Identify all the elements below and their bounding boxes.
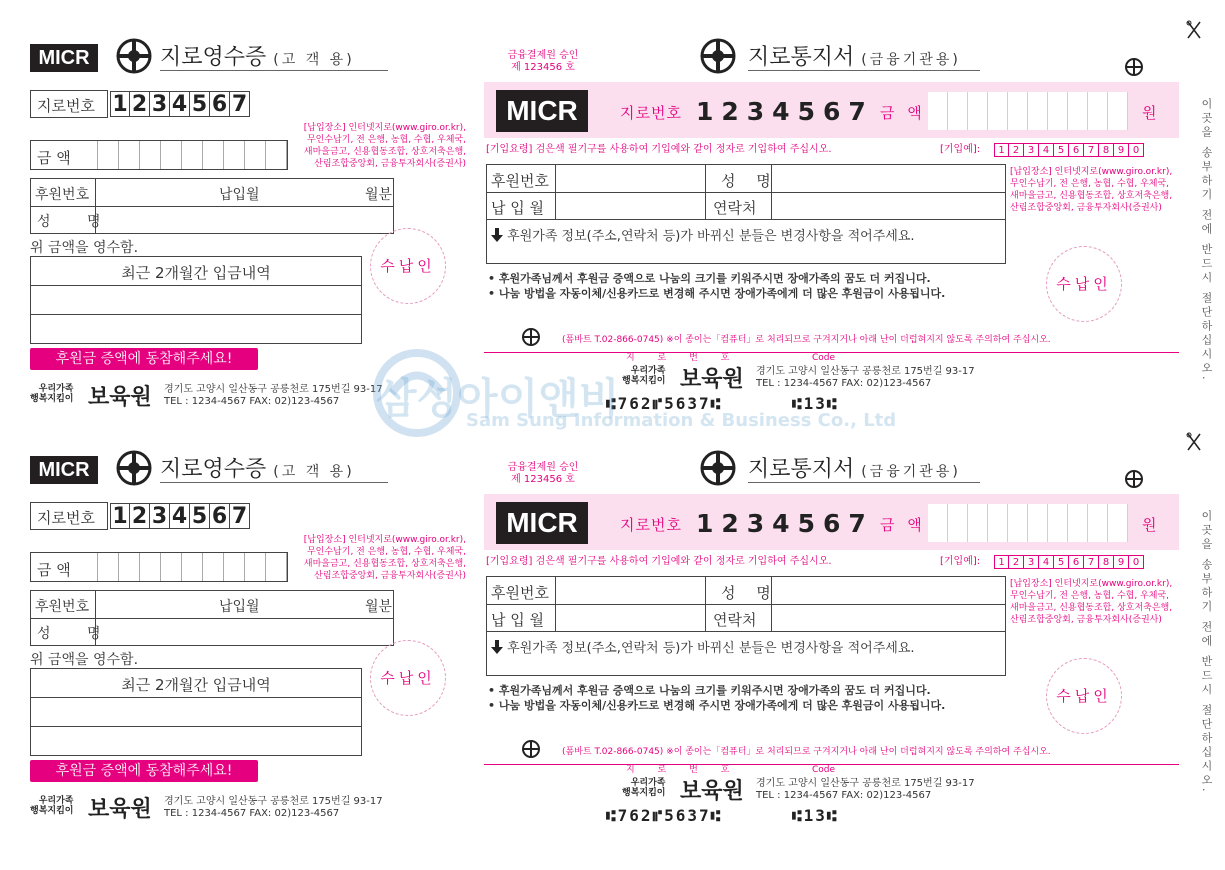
amount-box[interactable] (30, 140, 288, 170)
micr-line-giro: ⑆762⑈5637⑆ (606, 394, 723, 413)
emblem-logo-icon (116, 450, 152, 486)
registration-target-icon (522, 328, 540, 346)
example-digit: 4 (1039, 143, 1054, 157)
example-digit: 5 (1054, 555, 1069, 569)
amount-cell[interactable] (266, 141, 287, 169)
amount-cell[interactable] (224, 553, 245, 581)
receipt-stamp: 수납인 (370, 640, 446, 716)
code-caption: Code (812, 765, 836, 775)
notice-amount-cell[interactable] (1068, 504, 1088, 542)
receipt-title-text: 지로영수증 (160, 45, 267, 70)
example-digit: 5 (1054, 143, 1069, 157)
notice-amount-cell[interactable] (1008, 504, 1028, 542)
example-digit: 2 (1009, 555, 1024, 569)
emblem-logo-icon (116, 38, 152, 74)
emblem-logo-icon (700, 450, 736, 486)
amount-cell[interactable] (140, 141, 161, 169)
history-title: 최근 2개월간 입금내역 (121, 676, 271, 694)
amount-cell[interactable] (245, 141, 266, 169)
receipt-stamp: 수납인 (370, 228, 446, 304)
won-label: 원 (1142, 104, 1157, 122)
down-arrow-icon (491, 640, 503, 654)
amount-cell[interactable] (119, 553, 140, 581)
giro-digit: 1 (110, 503, 130, 529)
amount-label: 금 액 (37, 561, 71, 579)
example-digit: 3 (1024, 555, 1039, 569)
writing-guide: [기입요령] 검은색 필기구를 사용하여 기입예와 같이 정자로 기입하여 주십시오. (486, 144, 832, 155)
approval-number: 금융결제원 승인 제 123456 호 (507, 462, 579, 485)
month-unit-label: 월분 (365, 599, 393, 615)
name-label: 성 명 (37, 626, 117, 642)
org-tag-line2: 행복지킴이 (622, 376, 666, 386)
notice-contact-label: 연락처 (713, 611, 757, 629)
org-phone: TEL : 1234-4567 FAX: 02)123-4567 (756, 378, 932, 389)
watermark-korean: 삼성아이앤비 (376, 374, 620, 423)
giro-number (110, 503, 250, 529)
receipt-title-text: 지로영수증 (160, 457, 267, 482)
pay-month-label: 납입월 (219, 599, 260, 615)
notice-org-name: 보육원 (680, 779, 744, 804)
example-digit: 9 (1114, 555, 1129, 569)
watermark-logo-icon (372, 348, 462, 438)
giro-digit: 4 (170, 91, 190, 117)
org-address: 경기도 고양시 일산동구 공릉천로 175번길 93-17 (756, 778, 975, 789)
down-arrow-icon (491, 228, 503, 242)
pay-places: [납입장소] 인터넷지로(www.giro.or.kr), 무인수납기, 전 은행, 농협, 수협, 우체국, 새마을금고, 신용협동조합, 상호저축은행, 산림조합중앙회, 금융투자회사(증권사) (303, 535, 466, 581)
notice-giro-number: 1234567 (696, 97, 874, 126)
scissors-icon (1186, 20, 1202, 40)
amount-label: 금 액 (37, 149, 71, 167)
giro-label-box (30, 502, 108, 530)
org-phone: TEL : 1234-4567 FAX: 02)123-4567 (164, 808, 340, 819)
form-bottom (0, 412, 1225, 825)
org-name: 보육원 (88, 385, 152, 410)
org-address: 경기도 고양시 일산동구 공릉천로 175번길 93-17 (164, 384, 383, 395)
example-digit: 9 (1114, 143, 1129, 157)
org-tag (30, 384, 73, 404)
sponsor-info-box (30, 590, 394, 646)
won-label: 원 (1142, 516, 1157, 534)
giro-form-section (0, 412, 1225, 825)
amount-cell[interactable] (161, 141, 182, 169)
notice-amount-cell[interactable] (1088, 92, 1108, 130)
org-tag-line2: 행복지킴이 (30, 394, 74, 404)
note-1: • 후원가족님께서 후원금 증액으로 나눔의 크기를 키워주시면 장애가족의 꿈도 더 커집니다. (488, 272, 931, 285)
watermark-english: Sam Sung Information & Business Co., Ltd (466, 410, 897, 431)
example-digit: 8 (1099, 555, 1114, 569)
notice-sponsor-no-label: 후원번호 (491, 584, 549, 602)
name-label: 성 명 (37, 214, 117, 230)
amount-cell[interactable] (98, 141, 119, 169)
amount-cell[interactable] (203, 553, 224, 581)
notice-sponsor-box (486, 576, 1006, 676)
pay-month-label: 납입월 (219, 187, 260, 203)
notice-sponsor-box (486, 164, 1006, 264)
note-2: • 나눔 방법을 자동이체/신용카드로 변경해 주시면 장애가족에게 더 많은 후원금이 사용됩니다. (488, 287, 946, 300)
notice-pay-places: [납입장소] 인터넷지로(www.giro.or.kr), 무인수납기, 전 은행, 농협, 수협, 우체국, 새마을금고, 신용협동조합, 상호저축은행, 산림조합중앙회, 금융투자회사(증권사) (1010, 167, 1173, 213)
example-digits (994, 143, 1144, 157)
sponsor-no-label: 후원번호 (35, 599, 90, 615)
giro-digit: 3 (150, 503, 170, 529)
micr-line-code: ⑆13⑆ (792, 806, 839, 825)
registration-target-icon (522, 740, 540, 758)
registration-target-icon (1125, 58, 1143, 76)
micr-badge-large: MICR (496, 502, 588, 544)
org-tag-line2: 행복지킴이 (622, 788, 666, 798)
notice-pay-month-label: 납 입 월 (491, 199, 545, 217)
change-info-text: 후원가족 정보(주소,연락처 등)가 바뀌신 분들은 변경사항을 적어주세요. (507, 229, 915, 244)
amount-cell[interactable] (224, 141, 245, 169)
micr-line-code: ⑆13⑆ (792, 394, 839, 413)
org-phone: TEL : 1234-4567 FAX: 02)123-4567 (164, 396, 340, 407)
example-digit: 8 (1099, 143, 1114, 157)
giro-digit: 4 (170, 503, 190, 529)
giro-no-caption: 지 로 번 호 (626, 353, 740, 363)
receipt-subtitle: (고 객 용) (273, 52, 355, 68)
notice-amount-cell[interactable] (948, 504, 968, 542)
micr-badge: MICR (30, 44, 98, 72)
code-caption: Code (812, 353, 836, 363)
notice-amount-cell[interactable] (1048, 92, 1068, 130)
notice-amount-cell[interactable] (988, 504, 1008, 542)
notice-subtitle: (금융기관용) (861, 52, 961, 68)
receipt-subtitle: (고 객 용) (273, 464, 355, 480)
amount-cells[interactable] (77, 141, 287, 169)
org-address: 경기도 고양시 일산동구 공릉천로 175번길 93-17 (756, 366, 975, 377)
notice-amount-cell[interactable] (948, 92, 968, 130)
micr-badge: MICR (30, 456, 98, 484)
giro-digit: 1 (110, 91, 130, 117)
amount-cell[interactable] (119, 141, 140, 169)
notice-amount-cells[interactable] (928, 504, 1128, 542)
notice-amount-cells[interactable] (928, 92, 1128, 130)
amount-cell[interactable] (203, 141, 224, 169)
received-text: 위 금액을 영수함. (30, 652, 139, 668)
notice-org-contact (756, 778, 975, 802)
org-contact (164, 384, 383, 408)
giro-no-caption: 지 로 번 호 (626, 765, 740, 775)
notice-title (748, 452, 980, 483)
notice-pay-month-label: 납 입 월 (491, 611, 545, 629)
example-digit: 2 (1009, 143, 1024, 157)
amount-cell[interactable] (182, 141, 203, 169)
amount-cell[interactable] (161, 553, 182, 581)
notice-amount-cell[interactable] (988, 92, 1008, 130)
giro-digit: 3 (150, 91, 170, 117)
example-digit: 1 (994, 143, 1009, 157)
giro-digit: 2 (130, 503, 150, 529)
micr-badge-large: MICR (496, 90, 588, 132)
notice-amount-cell[interactable] (1028, 504, 1048, 542)
notice-title-text: 지로통지서 (748, 45, 855, 70)
giro-digit: 2 (130, 91, 150, 117)
example-digit: 6 (1069, 555, 1084, 569)
giro-label: 지로번호 (37, 509, 95, 527)
history-title: 최근 2개월간 입금내역 (121, 264, 271, 282)
notice-amount-cell[interactable] (1088, 504, 1108, 542)
org-contact (164, 796, 383, 820)
example-digit: 0 (1129, 555, 1144, 569)
notice-giro-label: 지로번호 (620, 104, 682, 122)
org-tag (30, 796, 73, 816)
org-phone: TEL : 1234-4567 FAX: 02)123-4567 (756, 790, 932, 801)
notice-org-name: 보육원 (680, 367, 744, 392)
example-label: [기입예]: (940, 144, 981, 155)
giro-label-box (30, 90, 108, 118)
giro-form-section (0, 0, 1225, 413)
notice-amount-cell[interactable] (1068, 92, 1088, 130)
notice-amount-cell[interactable] (1028, 92, 1048, 130)
notice-amount-label: 금 액 (880, 516, 926, 534)
emblem-logo-icon (700, 38, 736, 74)
example-digit: 0 (1129, 143, 1144, 157)
notice-title (748, 40, 980, 71)
notice-giro-number: 1234567 (696, 509, 874, 538)
micr-line-giro: ⑆762⑈5637⑆ (606, 806, 723, 825)
history-box (30, 668, 362, 756)
registration-target-icon (1125, 470, 1143, 488)
received-text: 위 금액을 영수함. (30, 240, 139, 256)
sponsor-no-label: 후원번호 (35, 187, 90, 203)
writing-guide: [기입요령] 검은색 필기구를 사용하여 기입예와 같이 정자로 기입하여 주십시오. (486, 556, 832, 567)
giro-label: 지로번호 (37, 97, 95, 115)
notice-amount-cell[interactable] (968, 92, 988, 130)
amount-cell[interactable] (266, 553, 287, 581)
notice-amount-cell[interactable] (968, 504, 988, 542)
history-box (30, 256, 362, 344)
org-tag-line2: 행복지킴이 (30, 806, 74, 816)
giro-digit: 7 (230, 91, 250, 117)
amount-cell[interactable] (182, 553, 203, 581)
note-1: • 후원가족님께서 후원금 증액으로 나눔의 크기를 키워주시면 장애가족의 꿈도 더 커집니다. (488, 684, 931, 697)
amount-box[interactable] (30, 552, 288, 582)
org-tag-line1: 우리가족 (630, 778, 666, 788)
donation-banner: 후원금 증액에 동참해주세요! (30, 348, 258, 370)
notice-amount-label: 금 액 (880, 104, 926, 122)
notice-sponsor-no-label: 후원번호 (491, 172, 549, 190)
change-info-line (491, 225, 915, 244)
change-info-line (491, 637, 915, 656)
scissors-icon (1186, 432, 1202, 452)
notice-subtitle: (금융기관용) (861, 464, 961, 480)
notice-stamp: 수납인 (1046, 658, 1122, 734)
amount-cell[interactable] (77, 553, 98, 581)
giro-digit: 5 (190, 91, 210, 117)
example-label: [기입예]: (940, 556, 981, 567)
notice-amount-cell[interactable] (928, 504, 948, 542)
notice-amount-cell[interactable] (1008, 92, 1028, 130)
org-address: 경기도 고양시 일산동구 공릉천로 175번길 93-17 (164, 796, 383, 807)
example-digits (994, 555, 1144, 569)
notice-giro-label: 지로번호 (620, 516, 682, 534)
amount-cells[interactable] (77, 553, 287, 581)
pay-places: [납입장소] 인터넷지로(www.giro.or.kr), 무인수납기, 전 은행, 농협, 수협, 우체국, 새마을금고, 신용협동조합, 상호저축은행, 산림조합중앙회, 금융투자회사(증권사) (303, 123, 466, 169)
org-name: 보육원 (88, 797, 152, 822)
form-top (0, 0, 1225, 413)
footer-notice: (폼바트 T.02-866-0745) ※이 종이는「컴퓨터」로 처리되므로 구겨지거나 아래 난이 더럽혀지지 않도록 주의하여 주십시오. (562, 335, 1051, 345)
giro-digit: 5 (190, 503, 210, 529)
org-tag-line1: 우리가족 (38, 796, 74, 806)
change-info-text: 후원가족 정보(주소,연락처 등)가 바뀌신 분들은 변경사항을 적어주세요. (507, 641, 915, 656)
cut-instruction: 이곳을 송부하기 전에 반드시 절단하십시오. (1200, 510, 1213, 795)
notice-name-label: 성 명 (721, 584, 779, 602)
example-digit: 7 (1084, 143, 1099, 157)
notice-amount-cell[interactable] (1108, 504, 1128, 542)
amount-cell[interactable] (140, 553, 161, 581)
notice-name-label: 성 명 (721, 172, 779, 190)
approval-number: 금융결제원 승인 제 123456 호 (507, 50, 579, 73)
giro-number (110, 91, 250, 117)
note-2: • 나눔 방법을 자동이체/신용카드로 변경해 주시면 장애가족에게 더 많은 후원금이 사용됩니다. (488, 699, 946, 712)
receipt-title (160, 452, 388, 483)
month-unit-label: 월분 (365, 187, 393, 203)
example-digit: 7 (1084, 555, 1099, 569)
footer-notice: (폼바트 T.02-866-0745) ※이 종이는「컴퓨터」로 처리되므로 구겨지거나 아래 난이 더럽혀지지 않도록 주의하여 주십시오. (562, 747, 1051, 757)
sponsor-info-box (30, 178, 394, 234)
receipt-title (160, 40, 388, 71)
example-digit: 3 (1024, 143, 1039, 157)
amount-cell[interactable] (98, 553, 119, 581)
notice-org-contact (756, 366, 975, 390)
notice-contact-label: 연락처 (713, 199, 757, 217)
giro-digit: 6 (210, 91, 230, 117)
notice-pay-places: [납입장소] 인터넷지로(www.giro.or.kr), 무인수납기, 전 은행, 농협, 수협, 우체국, 새마을금고, 신용협동조합, 상호저축은행, 산림조합중앙회, 금융투자회사(증권사) (1010, 579, 1173, 625)
notice-title-text: 지로통지서 (748, 457, 855, 482)
giro-digit: 7 (230, 503, 250, 529)
org-tag-line1: 우리가족 (38, 384, 74, 394)
notice-org-tag (622, 778, 665, 798)
donation-banner: 후원금 증액에 동참해주세요! (30, 760, 258, 782)
amount-cell[interactable] (245, 553, 266, 581)
example-digit: 4 (1039, 555, 1054, 569)
notice-org-tag (622, 366, 665, 386)
notice-amount-cell[interactable] (1048, 504, 1068, 542)
cut-instruction: 이곳을 송부하기 전에 반드시 절단하십시오. (1200, 98, 1213, 383)
example-digit: 6 (1069, 143, 1084, 157)
amount-cell[interactable] (77, 141, 98, 169)
giro-digit: 6 (210, 503, 230, 529)
notice-amount-cell[interactable] (928, 92, 948, 130)
notice-stamp: 수납인 (1046, 246, 1122, 322)
notice-amount-cell[interactable] (1108, 92, 1128, 130)
example-digit: 1 (994, 555, 1009, 569)
org-tag-line1: 우리가족 (630, 366, 666, 376)
